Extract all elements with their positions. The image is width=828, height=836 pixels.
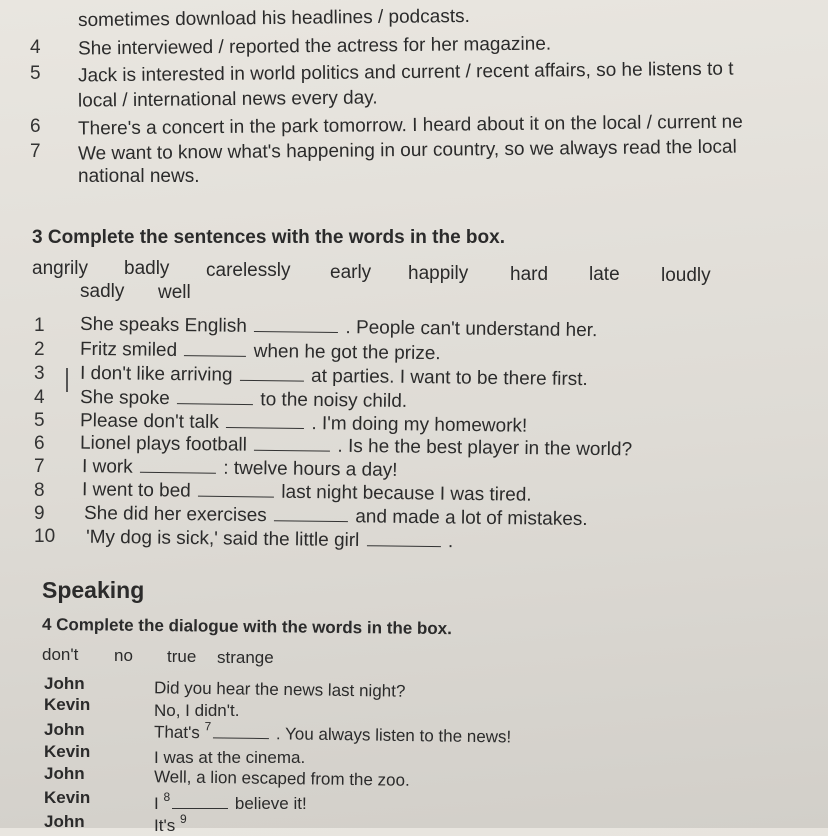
answer-blank-gap-8[interactable] [172, 794, 228, 809]
speaker-label: John [44, 720, 85, 739]
sentence-after: at parties. I want to be there first. [310, 365, 588, 391]
dialogue-line: I was at the cinema. [154, 748, 306, 767]
sentence-before: I work [81, 456, 133, 478]
word-hard: hard [510, 264, 549, 285]
answer-blank-8[interactable] [198, 482, 274, 498]
ex2-num: 7 [30, 141, 41, 162]
sentence-10 [86, 527, 453, 553]
item-number: 8 [34, 480, 45, 501]
answer-blank-1[interactable] [254, 317, 338, 333]
answer-blank-7[interactable] [140, 458, 216, 474]
word-no: no [114, 646, 133, 665]
dialogue-line: Did you hear the news last night? [153, 678, 406, 701]
sentence-before: 'My dog is sick,' said the little girl [85, 526, 360, 552]
sentence-after: . Is he the best player in the world? [337, 435, 633, 461]
sentence-before: I went to bed [81, 479, 191, 502]
sentence-3 [80, 363, 588, 391]
ex4-title: 4 Complete the dialogue with the words in the box. [41, 614, 453, 639]
sentence-before: She spoke [79, 387, 170, 410]
item-number: 3 [34, 363, 45, 384]
sentence-before: Please don't talk [79, 410, 219, 433]
item-number: 4 [34, 387, 45, 408]
ex2-line-text: sometimes download his headlines / podcasts. [77, 5, 470, 32]
dialogue-before: That's [153, 722, 200, 743]
dialogue-after: believe it! [234, 794, 307, 813]
sentence-8 [82, 479, 532, 506]
speaking-heading: Speaking [42, 577, 145, 603]
word-sadly: sadly [80, 281, 125, 302]
speaker-label: Kevin [44, 695, 91, 714]
sentence-1 [80, 314, 598, 342]
ex2-line: She interviewed / reported the actress for her magazine. [77, 33, 552, 60]
sentence-before: Fritz smiled [79, 338, 178, 361]
ex2-line: Jack is interested in world politics and current / recent affairs, so he listens to t [77, 58, 734, 87]
gap-number: 9 [179, 812, 187, 826]
item-number: 7 [34, 456, 45, 477]
word-angrily: angrily [32, 258, 88, 279]
answer-blank-10[interactable] [367, 531, 441, 547]
answer-blank-6[interactable] [254, 436, 330, 452]
answer-blank-gap-7[interactable] [213, 723, 269, 739]
word-late: late [589, 264, 620, 285]
sentence-after: . [447, 531, 454, 553]
text-cursor-icon [66, 368, 68, 392]
speaker-label: Kevin [44, 742, 91, 761]
answer-blank-9[interactable] [274, 506, 348, 522]
sentence-before: She speaks English [79, 313, 248, 337]
gap-number: 8 [163, 790, 171, 804]
ex2-line: We want to know what's happening in our country, so we always read the local [77, 136, 737, 165]
dialogue-line: Well, a lion escaped from the zoo. [153, 767, 410, 790]
answer-blank-5[interactable] [226, 413, 304, 429]
sentence-after: when he got the prize. [253, 340, 441, 365]
gap-number: 7 [204, 719, 212, 734]
item-number: 5 [34, 410, 45, 431]
dialogue-before: I [154, 794, 159, 813]
ex2-num: 6 [30, 116, 41, 137]
sentence-after: . I'm doing my homework! [311, 413, 528, 437]
sentence-after: : twelve hours a day! [223, 457, 398, 481]
sentence-4 [80, 387, 407, 413]
word-carelessly: carelessly [206, 260, 291, 281]
item-number: 9 [34, 503, 45, 524]
word-true: true [167, 647, 197, 666]
sentence-2 [80, 339, 441, 365]
item-number: 6 [34, 433, 45, 454]
word-early: early [330, 262, 372, 283]
ex2-line: There's a concert in the park tomorrow. I heard about it on the local / current ne [77, 111, 743, 140]
sentence-7 [82, 456, 398, 482]
sentence-after: and made a lot of mistakes. [355, 506, 588, 531]
sentence-after: . People can't understand her. [345, 317, 598, 342]
speaker-label: John [44, 812, 85, 831]
speaker-label: John [44, 764, 85, 783]
word-strange: strange [217, 648, 274, 667]
dialogue-line: No, I didn't. [154, 701, 240, 720]
dialogue-after: . You always listen to the news! [275, 724, 512, 747]
sentence-after: last night because I was tired. [281, 481, 532, 506]
item-number: 1 [34, 315, 45, 336]
dialogue-line-7 [153, 719, 512, 748]
ex2-line: local / international news every day. [77, 87, 378, 112]
ex2-line [78, 6, 470, 32]
dialogue-before: It's [154, 816, 176, 835]
answer-blank-4[interactable] [177, 389, 253, 405]
word-badly: badly [124, 258, 170, 279]
sentence-after: to the noisy child. [260, 389, 408, 412]
ex2-num: 5 [30, 63, 41, 84]
speaker-label: John [44, 674, 85, 693]
ex2-num: 4 [30, 37, 41, 58]
answer-blank-3[interactable] [240, 366, 304, 382]
sentence-before: She did her exercises [83, 502, 267, 527]
item-number: 10 [34, 526, 56, 547]
speaker-label: Kevin [44, 788, 91, 807]
dialogue-line-9 [154, 812, 187, 836]
word-happily: happily [408, 263, 469, 284]
word-loudly: loudly [661, 265, 711, 286]
ex2-line: national news. [78, 166, 200, 187]
dialogue-line-8 [154, 790, 307, 814]
item-number: 2 [34, 339, 45, 360]
ex3-title: 3 Complete the sentences with the words in the box. [32, 227, 505, 248]
sentence-before: I don't like arriving [79, 362, 233, 386]
answer-blank-2[interactable] [184, 341, 246, 357]
word-dont: don't [42, 645, 79, 664]
word-well: well [158, 282, 191, 303]
sentence-before: Lionel plays football [79, 432, 248, 456]
